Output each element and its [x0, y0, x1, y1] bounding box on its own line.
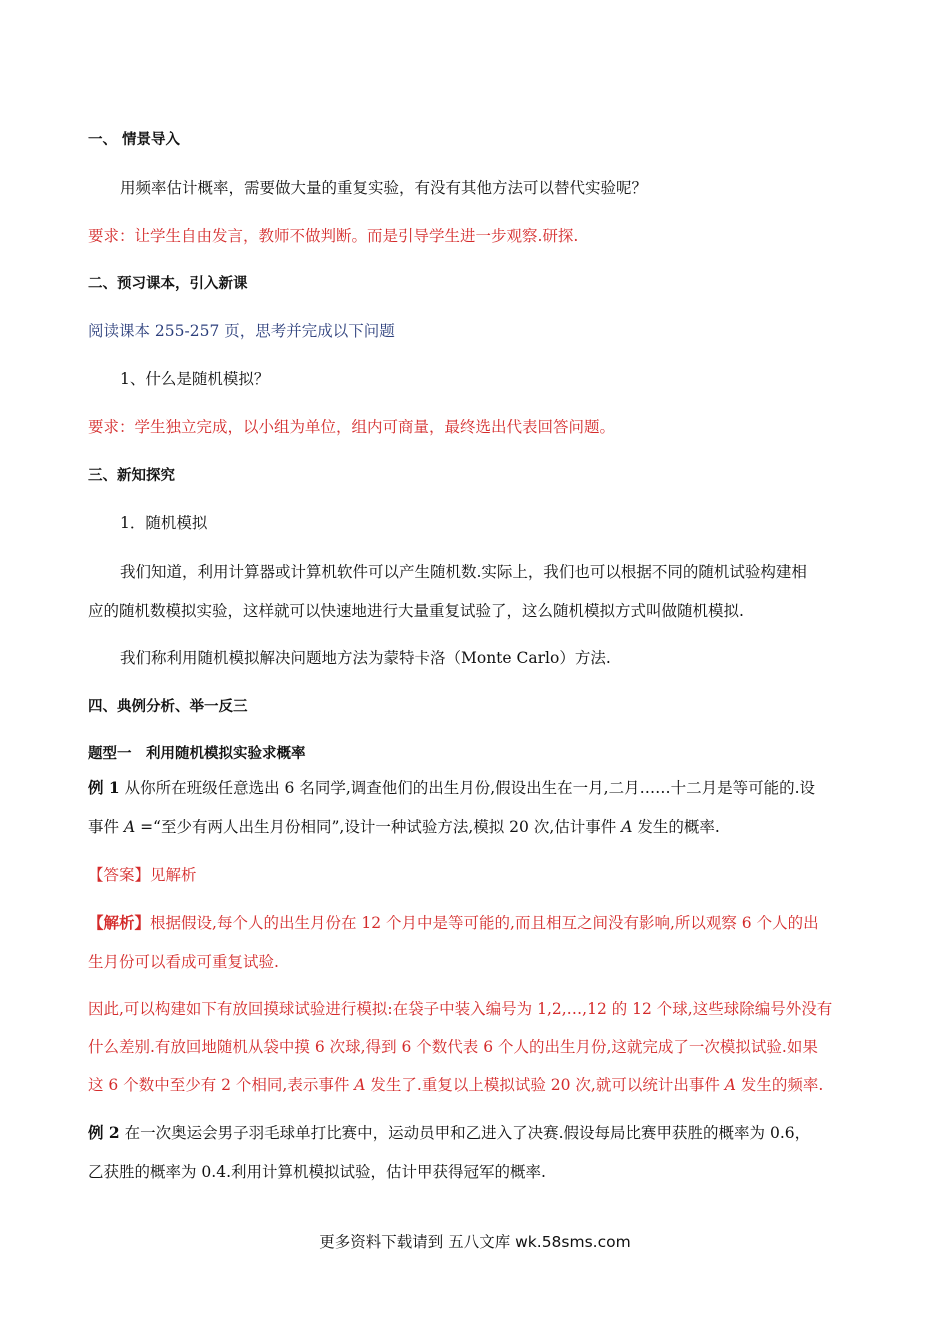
section-heading-4: 四、典例分析、举一反三	[88, 699, 248, 715]
variable-a: A	[621, 818, 633, 836]
section-heading-3: 三、新知探究	[88, 468, 175, 484]
requirement-text: 要求：学生独立完成，以小组为单位，组内可商量，最终选出代表回答问题。	[88, 418, 616, 436]
reading-instruction: 阅读课本 255-257 页，思考并完成以下问题	[88, 322, 395, 340]
analysis-line-1: 【解析】根据假设,每个人的出生月份在 12 个月中是等可能的,而且相互之间没有影响,所以观察 6 个人的出	[88, 913, 819, 932]
analysis-line-2: 生月份可以看成可重复试验.	[88, 953, 279, 971]
question-1: 1、什么是随机模拟？	[120, 370, 270, 388]
example-1-line-2: 事件 A =“至少有两人出生月份相同”,设计一种试验方法,模拟 20 次,估计事件 A 发生的概率.	[88, 818, 720, 836]
paragraph: 我们知道，利用计算器或计算机软件可以产生随机数.实际上，我们也可以根据不同的随机试验构建相	[120, 563, 807, 581]
analysis-line-5: 这 6 个数中至少有 2 个相同,表示事件 A 发生了.重复以上模拟试验 20 次,就可以统计出事件 A 发生的频率.	[88, 1076, 824, 1094]
variable-a: A	[123, 818, 136, 836]
analysis-line-4: 什么差别.有放回地随机从袋中摸 6 次球,得到 6 个数代表 6 个人的出生月份,这就完成了一次模拟试验.如果	[88, 1038, 818, 1056]
example-2-line-2: 乙获胜的概率为 0.4.利用计算机模拟试验，估计甲获得冠军的概率.	[88, 1163, 546, 1181]
paragraph: 我们称利用随机模拟解决问题地方法为蒙特卡洛（Monte Carlo）方法.	[120, 649, 611, 667]
section-heading-1: 一、 情景导入	[88, 132, 181, 148]
paragraph: 用频率估计概率，需要做大量的重复实验，有没有其他方法可以替代实验呢？	[120, 179, 648, 197]
example-1-line-1: 例 1 从你所在班级任意选出 6 名同学,调查他们的出生月份,假设出生在一月,二月……十二月是等可能的.设	[88, 778, 816, 797]
problem-type-heading: 题型一 利用随机模拟实验求概率	[88, 746, 306, 762]
example-label: 例 2	[88, 1123, 120, 1142]
subheading: 1．随机模拟	[120, 514, 208, 532]
requirement-text: 要求：让学生自由发言，教师不做判断。而是引导学生进一步观察.研探.	[88, 227, 579, 245]
answer-text: 【答案】见解析	[88, 866, 197, 884]
footer-link[interactable]: 更多资料下载请到 五八文库 wk.58sms.com	[319, 1233, 631, 1251]
analysis-line-3: 因此,可以构建如下有放回摸球试验进行模拟:在袋子中装入编号为 1,2,…,12 的 12 个球,这些球除编号外没有	[88, 1000, 833, 1018]
example-2-line-1: 例 2 在一次奥运会男子羽毛球单打比赛中，运动员甲和乙进入了决赛.假设每局比赛甲获胜的概率为 0.6，	[88, 1123, 811, 1142]
example-label: 例 1	[88, 778, 120, 797]
section-heading-2: 二、预习课本，引入新课	[88, 276, 248, 292]
paragraph: 应的随机数模拟实验，这样就可以快速地进行大量重复试验了，这么随机模拟方式叫做随机模拟.	[88, 602, 744, 620]
